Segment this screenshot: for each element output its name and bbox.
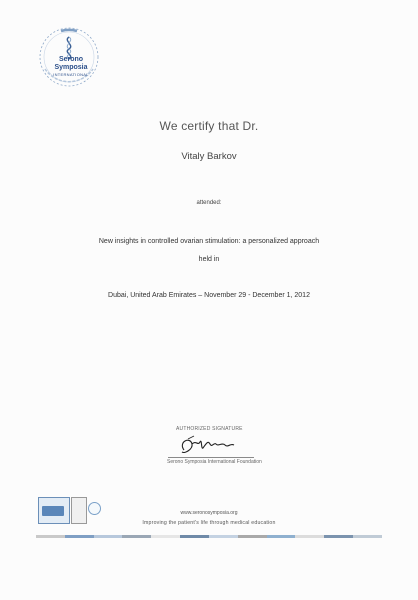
signature-label: AUTHORIZED SIGNATURE <box>176 426 243 432</box>
stripe-segment <box>238 535 267 538</box>
stripe-segment <box>324 535 353 538</box>
handwritten-signature <box>170 430 250 460</box>
footer-color-stripe <box>36 535 382 538</box>
stripe-segment <box>267 535 296 538</box>
stripe-segment <box>353 535 382 538</box>
recipient-name: Vitaly Barkov <box>181 151 237 162</box>
stripe-segment <box>151 535 180 538</box>
stripe-segment <box>122 535 151 538</box>
logo-line-1: Serono <box>58 56 84 63</box>
footer-tagline: Improving the patient's life through medical education <box>142 520 276 526</box>
signing-organization: Serono Symposia International Foundation <box>167 459 262 465</box>
location-and-dates: Dubai, United Arab Emirates – November 29 - December 1, 2012 <box>108 292 310 299</box>
course-title: New insights in controlled ovarian stimulation: a personalized approach <box>98 238 320 245</box>
stripe-segment <box>180 535 209 538</box>
held-in-label: held in <box>198 256 220 263</box>
attended-label: attended: <box>196 200 222 206</box>
logo-text <box>47 56 95 77</box>
stripe-segment <box>209 535 238 538</box>
website-url: www.seronosymposia.org <box>180 510 238 516</box>
logo-line-2: Symposia <box>54 64 88 71</box>
logo-line-3: INTERNATIONAL <box>53 72 89 77</box>
stripe-segment <box>65 535 94 538</box>
certify-statement: We certify that Dr. <box>159 119 259 133</box>
stripe-segment <box>94 535 123 538</box>
signature-line <box>168 457 254 458</box>
stripe-segment <box>295 535 324 538</box>
stripe-segment <box>36 535 65 538</box>
